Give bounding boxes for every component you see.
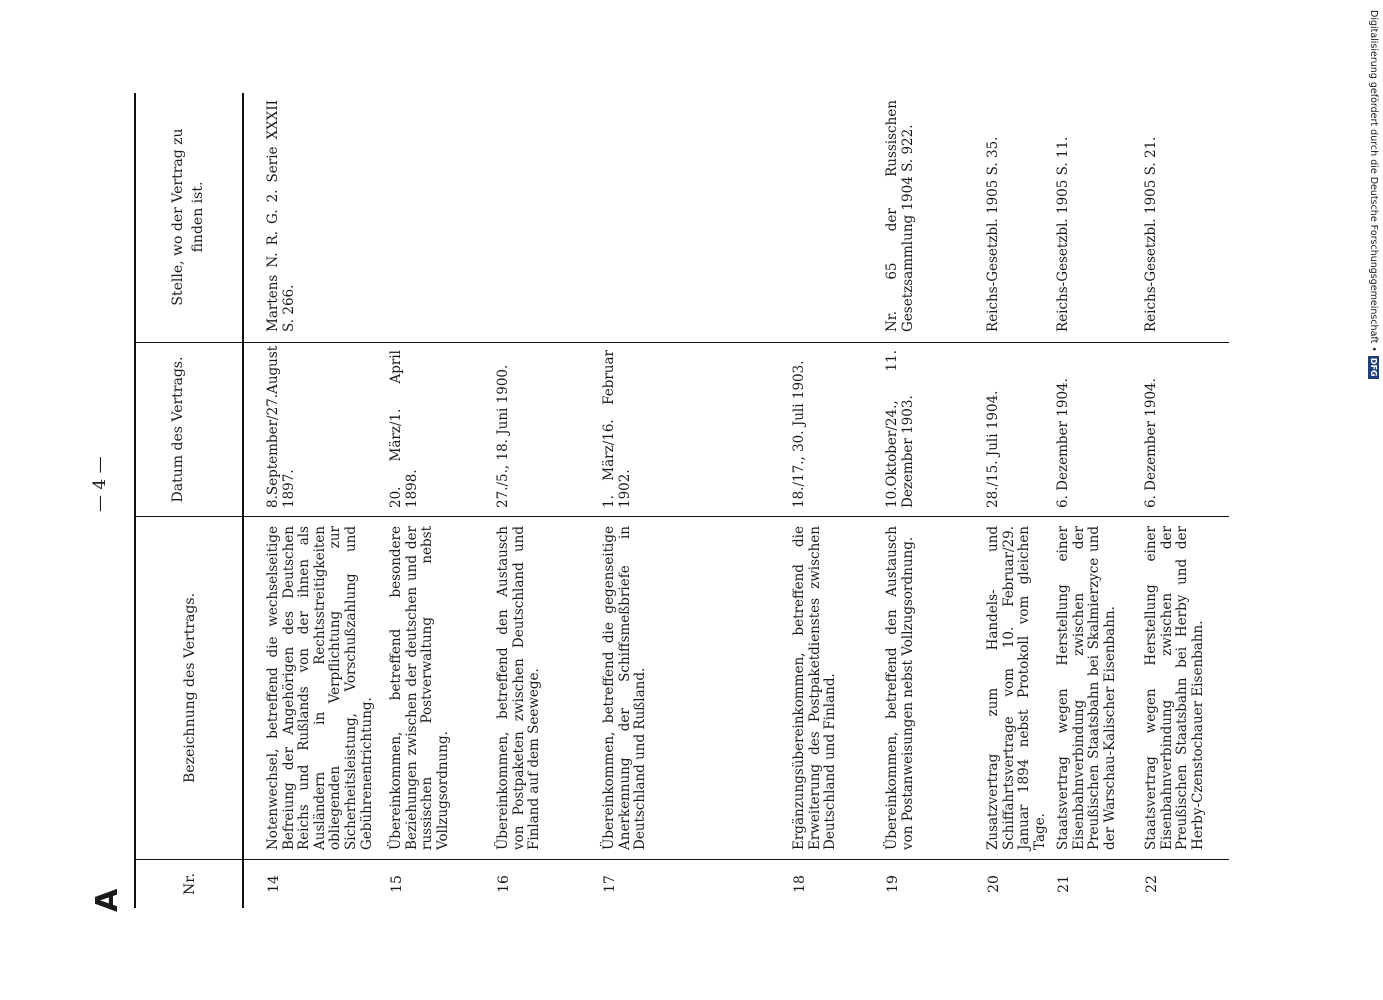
row-16-datum: 27./5., 18. Juni 1900. <box>495 364 511 508</box>
row-22-datum: 6. Dezember 1904. <box>1143 378 1159 508</box>
row-16-nr: 16 <box>496 875 512 893</box>
row-22-bezeichnung: Staatsvertrag wegen Herstellung einer Eisenbahnverbindung zwischen der Preußischen Staatsbahn bei Herby und der Herby-Czenstochauer Eisenbahn. <box>1143 526 1206 850</box>
row-17-bezeichnung: Übereinkommen, betreffend die gegenseitige Anerkennung der Schiffsmeßbriefe in Deutschland und Rußland. <box>601 526 649 850</box>
header-nr: Nr. <box>182 873 198 895</box>
row-15-bezeichnung: Übereinkommen, betreffend besondere Beziehungen zwischen der deutschen und der russischen Postverwaltung nebst Vollzugsordnung. <box>388 526 451 850</box>
row-20-nr: 20 <box>986 875 1002 893</box>
header-stelle: Stelle, wo der Vertrag zu finden ist. <box>170 128 206 306</box>
row-22-stelle: Reichs-Gesetzbl. 1905 S. 21. <box>1143 136 1159 332</box>
row-14-datum: 8.September/27.August 1897. <box>265 345 297 508</box>
row-22-nr: 22 <box>1144 875 1160 893</box>
col-sep-datum <box>134 342 1229 343</box>
row-18-nr: 18 <box>792 875 808 893</box>
row-20-stelle: Reichs-Gesetzbl. 1905 S. 35. <box>985 136 1001 332</box>
row-14-nr: 14 <box>266 875 282 893</box>
row-19-datum: 10.Oktober/24., 11. Dezember 1903. <box>884 350 916 508</box>
row-16-bezeichnung: Übereinkommen, betreffend den Austausch von Postpaketen zwischen Deutschland und Finland auf dem Seewege. <box>495 526 543 850</box>
row-17-nr: 17 <box>602 875 618 893</box>
table-top-rule <box>134 93 136 908</box>
page-number: — 4 — <box>90 456 110 512</box>
header-bezeichnung: Bezeichnung des Vertrags. <box>182 593 198 783</box>
col-sep-nr <box>134 859 1229 860</box>
row-19-stelle: Nr. 65 der Russischen Gesetzsammlung 1904 S. 922. <box>884 100 916 332</box>
row-19-bezeichnung: Übereinkommen, betreffend den Austausch von Postanweisungen nebst Vollzugsordnung. <box>884 526 916 850</box>
row-15-nr: 15 <box>389 875 405 893</box>
row-21-nr: 21 <box>1056 875 1072 893</box>
row-21-bezeichnung: Staatsvertrag wegen Herstellung einer Eisenbahnverbindung zwischen der Preußischen Staatsbahn bei Skalmierzyce und der Warschau-Kalischer Eisenbahn. <box>1055 526 1118 850</box>
row-21-stelle: Reichs-Gesetzbl. 1905 S. 11. <box>1055 136 1071 332</box>
credit-text: Digitalisierung gefördert durch die Deutsche Forschungsgemeinschaft • <box>1368 10 1380 352</box>
row-21-datum: 6. Dezember 1904. <box>1055 378 1071 508</box>
header-rule <box>242 93 244 908</box>
col-sep-bezeichnung <box>134 516 1229 517</box>
row-14-bezeichnung: Notenwechsel, betreffend die wechselseitige Befreiung der Angehörigen des Deutschen Reichs und Rußlands von der ihnen als Ausländern in Rechtsstreitigkeiten obliegenden Verpflichtung zur Sicherheitsleistung, Vorschußzahlung und Gebührenentrichtung. <box>265 526 375 850</box>
row-15-datum: 20. März/1. April 1898. <box>388 350 420 508</box>
row-17-datum: 1. März/16. Februar 1902. <box>601 350 633 508</box>
row-20-datum: 28./15. Juli 1904. <box>985 390 1001 508</box>
digitization-credit <box>1362 10 1383 390</box>
row-18-datum: 18./17., 30. Juli 1903. <box>791 360 807 508</box>
dfg-logo: DFG <box>1369 357 1379 377</box>
row-14-stelle: Martens N. R. G. 2. Serie XXXII S. 266. <box>265 100 297 332</box>
page-mark: A <box>90 888 125 912</box>
header-datum: Datum des Vertrags. <box>170 356 186 503</box>
row-19-nr: 19 <box>885 875 901 893</box>
row-18-bezeichnung: Ergänzungsübereinkommen, betreffend die Erweiterung des Postpaketdienstes zwischen Deutschland und Finland. <box>791 526 839 850</box>
row-20-bezeichnung: Zusatzvertrag zum Handels- und Schiffahrtsvertrage vom 10. Februar/29. Januar 1894 nebst Protokoll vom gleichen Tage. <box>985 526 1048 850</box>
